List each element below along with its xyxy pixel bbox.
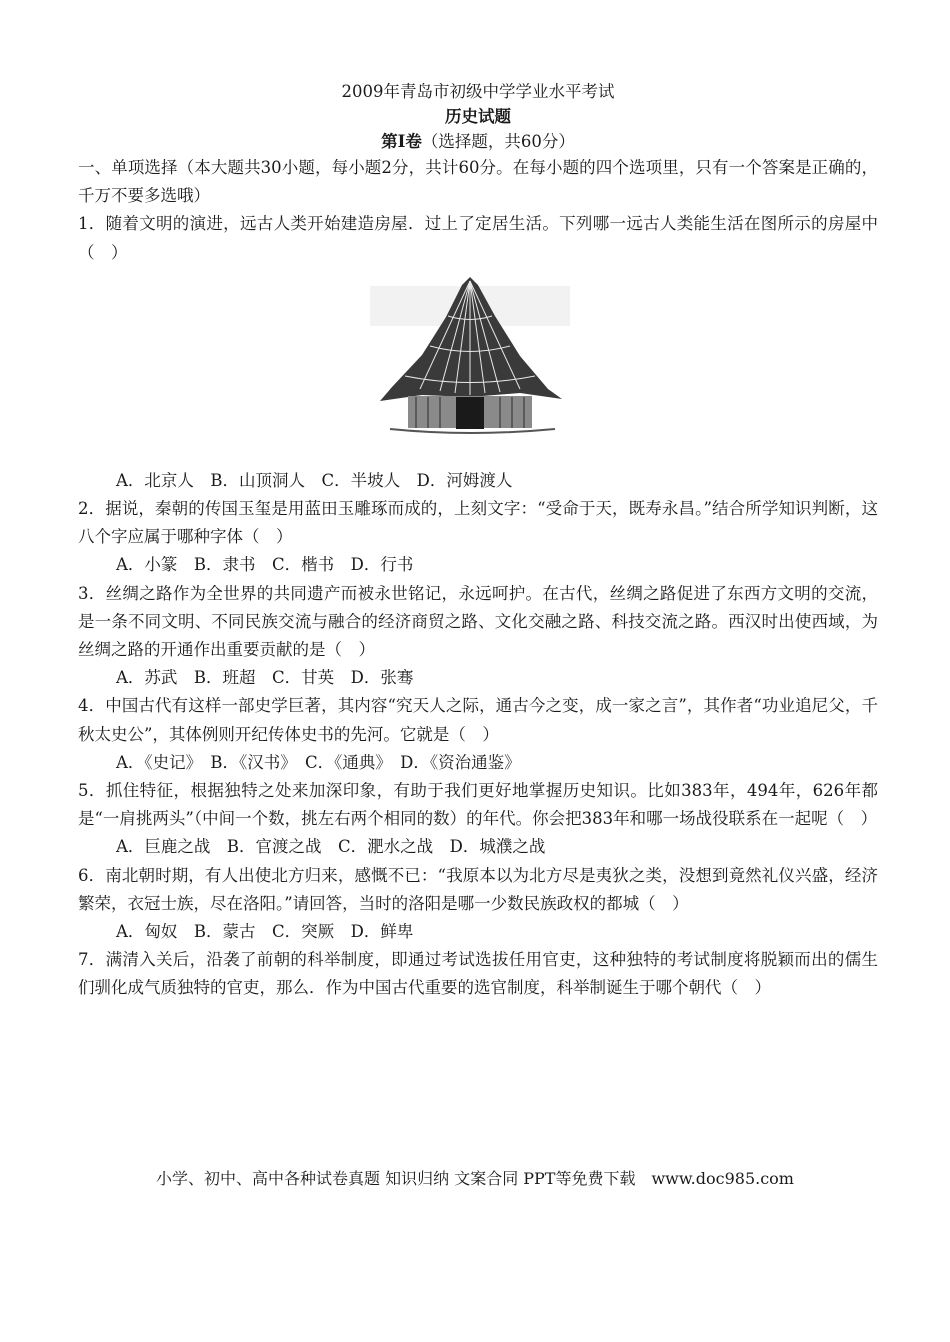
page-footer: 小学、初中、高中各种试卷真题 知识归纳 文案合同 PPT等免费下载 www.doc985.com [156, 1169, 794, 1188]
question-1-stem: 1．随着文明的演进，远古人类开始建造房屋．过上了定居生活。下列哪一远古人类能生活在图所示的房屋中（ ） [78, 214, 878, 262]
question-4-options: A．《史记》 B．《汉书》 C．《通典》 D．《资治通鉴》 [116, 752, 521, 772]
exam-title: 2009年青岛市初级中学学业水平考试 [341, 82, 615, 101]
question-5-options: A．巨鹿之战 B．官渡之战 C．淝水之战 D．城濮之战 [116, 837, 546, 857]
question-2-options: A．小篆 B．隶书 C．楷书 D．行书 [116, 555, 414, 575]
question-1-figure [78, 267, 878, 467]
question-3-stem: 3．丝绸之路作为全世界的共同遗产而被永世铭记，永远呵护。在古代，丝绸之路促进了东西方文明的交流，是一条不同文明、不同民族交流与融合的经济商贸之路、文化交融之路、科技交流之路。西汉时出使西域，为丝绸之路的开通作出重要贡献的是（ ） [78, 583, 878, 660]
question-4-stem: 4．中国古代有这样一部史学巨著，其内容“究天人之际，通古今之变，成一家之言”，其作者“功业追尼父，千秋太史公”，其体例则开纪传体史书的先河。它就是（ ） [78, 696, 878, 744]
question-6-options: A．匈奴 B．蒙古 C．突厥 D．鲜卑 [116, 922, 414, 942]
exam-page [78, 80, 878, 1003]
section-description: （选择题，共60分） [421, 132, 575, 151]
question-3-options: A．苏武 B．班超 C．甘英 D．张骞 [116, 668, 414, 688]
question-7-stem: 7．满清入关后，沿袭了前朝的科举制度，即通过考试选拔任用官吏，这种独特的考试制度将脱颖而出的儒生们驯化成气质独特的官吏，那么．作为中国古代重要的选官制度，科举制诞生于哪个朝代（ ） [78, 950, 878, 998]
section-heading [78, 130, 878, 154]
section-label: 第Ⅰ卷 [381, 132, 422, 151]
question-5-stem: 5．抓住特征，根据独特之处来加深印象，有助于我们更好地掌握历史知识。比如383年，494年，626年都是“一肩挑两头”（中间一个数，挑左右两个相同的数）的年代。你会把383年和哪一场战役联系在一起呢（ ） [78, 781, 878, 829]
question-2-stem: 2．据说，秦朝的传国玉玺是用蓝田玉雕琢而成的，上刻文字：“受命于天，既寿永昌。”结合所学知识判断，这八个字应属于哪种字体（ ） [78, 499, 878, 547]
question-6-stem: 6．南北朝时期，有人出使北方归来，感慨不已：“我原本以为北方尽是夷狄之类，没想到竟然礼仪兴盛，经济繁荣，衣冠士族，尽在洛阳。”请回答，当时的洛阳是哪一少数民族政权的都城（ ） [78, 865, 878, 913]
exam-subject: 历史试题 [445, 107, 511, 126]
question-1-options: A．北京人 B．山顶洞人 C．半坡人 D．河姆渡人 [116, 470, 513, 490]
thatched-hut-icon [370, 271, 570, 441]
instructions: 一、单项选择（本大题共30小题，每小题2分，共计60分。在每小题的四个选项里，只有一个答案是正确的，千万不要多选哦） [78, 158, 878, 206]
